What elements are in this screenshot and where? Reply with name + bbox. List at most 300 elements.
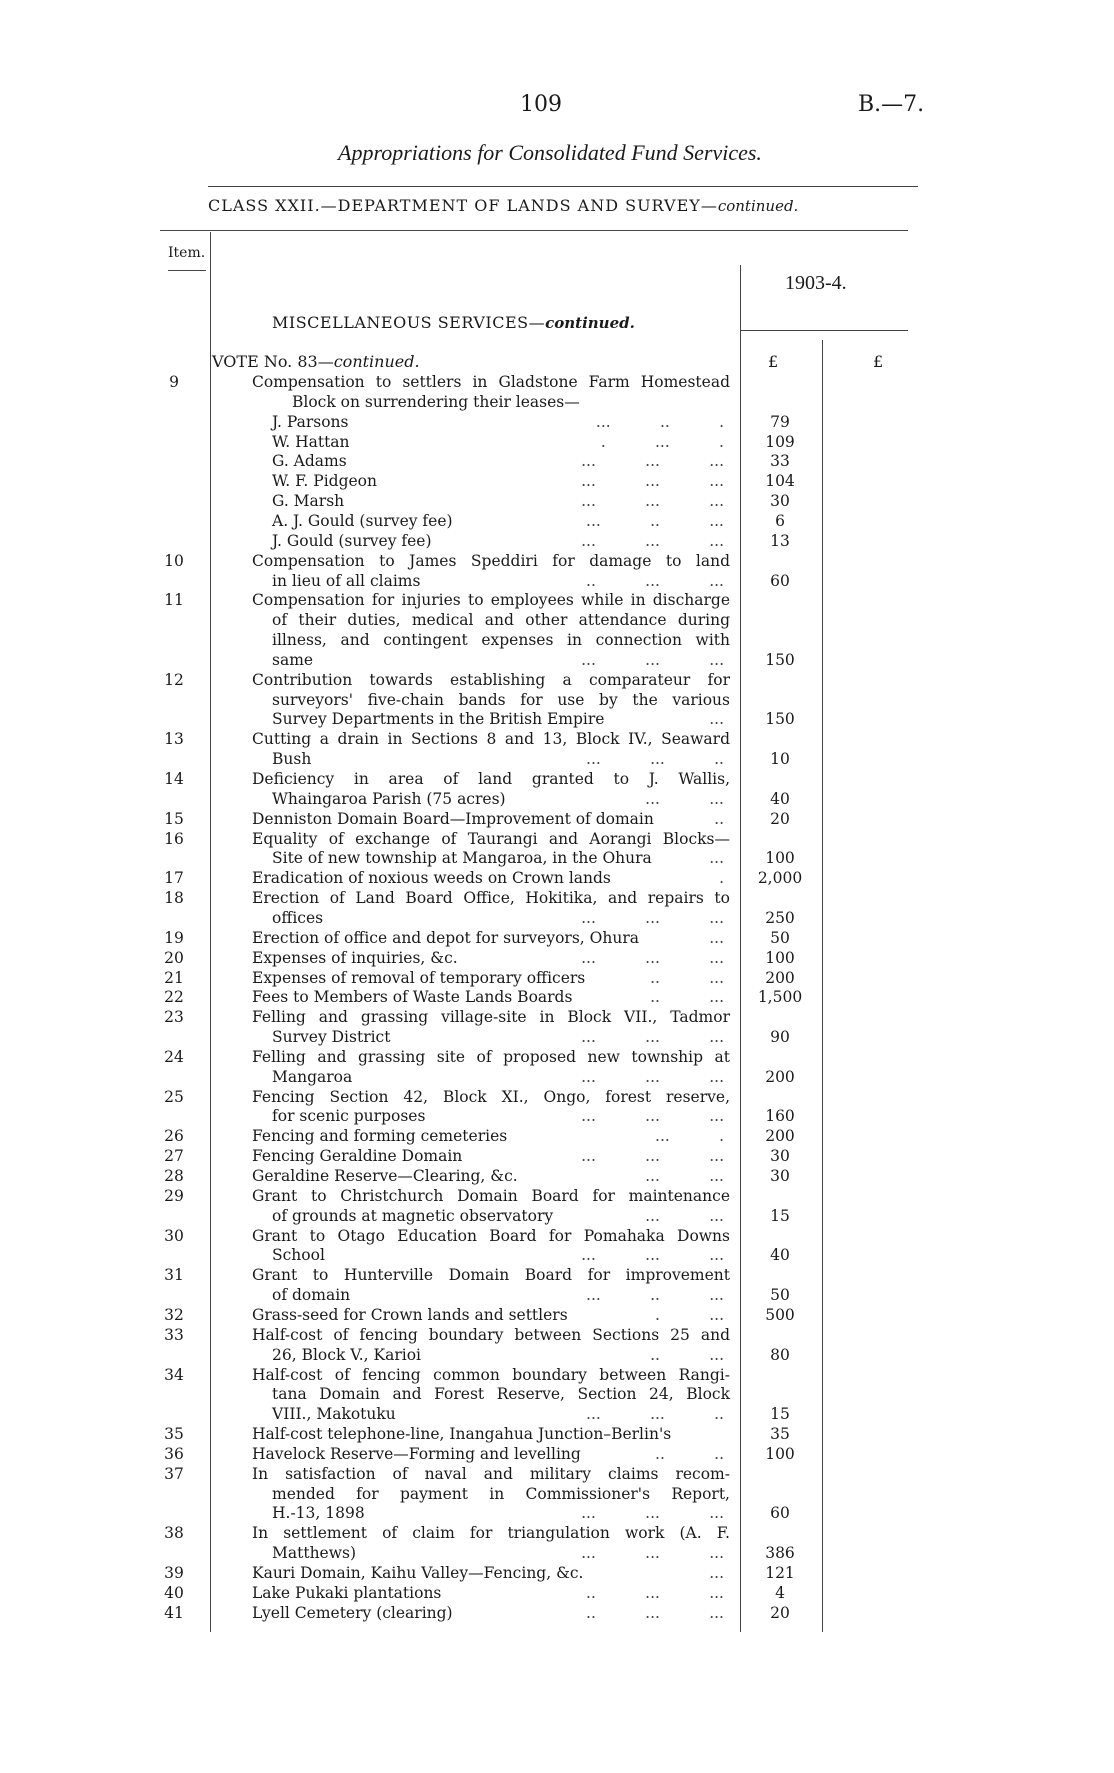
item-description	[252, 1146, 730, 1166]
item-description	[252, 968, 730, 988]
item-amount: 80	[770, 1345, 790, 1364]
item-description-text: Survey District	[272, 1028, 391, 1047]
table-row	[0, 1206, 1114, 1226]
item-description	[272, 1345, 730, 1365]
item-description	[252, 888, 730, 908]
item-number: 15	[164, 809, 184, 828]
year-column-header: 1903-4.	[785, 272, 847, 294]
title-rule	[208, 186, 918, 187]
item-number: 37	[164, 1464, 184, 1483]
table-row	[0, 412, 1114, 432]
item-description-text: In settlement of claim for triangulation work (A. F.	[252, 1524, 730, 1543]
item-description-text: surveyors' five-chain bands for use by the various	[272, 690, 730, 709]
item-number: 20	[164, 948, 184, 967]
item-number: 34	[164, 1365, 184, 1384]
item-description	[272, 789, 730, 809]
item-amount: 1,500	[757, 988, 803, 1007]
dot-leader: ... ...	[645, 789, 724, 808]
item-amount: 33	[770, 452, 790, 471]
table-row	[0, 1285, 1114, 1305]
table-row	[0, 987, 1114, 1007]
item-header-rule	[168, 270, 206, 271]
item-description	[272, 709, 730, 729]
dot-leader: ... ... ...	[581, 492, 724, 511]
item-description	[272, 630, 730, 650]
item-description-text: Site of new township at Mangaroa, in the Ohura	[272, 849, 652, 868]
table-row	[0, 809, 1114, 829]
item-number: 36	[164, 1444, 184, 1463]
item-amount: 10	[770, 750, 790, 769]
item-description	[272, 412, 730, 432]
dot-leader: ... ... ...	[581, 531, 724, 550]
item-description	[252, 372, 730, 392]
item-number: 33	[164, 1325, 184, 1344]
item-description	[252, 769, 730, 789]
item-description-text: Fencing Section 42, Block XI., Ongo, forest reserve,	[252, 1087, 730, 1106]
item-amount: 109	[765, 432, 795, 451]
dot-leader: ... ... ...	[581, 472, 724, 491]
item-number: 17	[164, 869, 184, 888]
table-row	[0, 1424, 1114, 1444]
item-number: 22	[164, 988, 184, 1007]
item-description	[252, 948, 730, 968]
table-row	[0, 1563, 1114, 1583]
table-row	[0, 432, 1114, 452]
table-row	[0, 571, 1114, 591]
section-heading	[272, 313, 635, 332]
item-amount: 4	[775, 1583, 785, 1602]
page-number: 109	[520, 92, 562, 117]
dot-leader: .. ...	[650, 1345, 724, 1364]
table-row	[0, 1146, 1114, 1166]
item-description-text: of grounds at magnetic observatory	[272, 1206, 554, 1225]
dot-leader: ... .. .	[595, 412, 724, 431]
item-amount: 200	[765, 1067, 795, 1086]
item-amount: 50	[770, 1286, 790, 1305]
item-description-text: Compensation to James Speddiri for damage to land	[252, 551, 730, 570]
table-row	[0, 1583, 1114, 1603]
table-row	[0, 650, 1114, 670]
item-description-text: Equality of exchange of Taurangi and Aorangi Blocks—	[252, 829, 730, 848]
item-description	[252, 1305, 730, 1325]
item-description	[272, 1404, 730, 1424]
item-amount: 6	[775, 511, 785, 530]
item-description	[252, 1583, 730, 1603]
item-description	[272, 848, 730, 868]
table-row	[0, 690, 1114, 710]
item-amount: 104	[765, 472, 795, 491]
year-header-rule	[740, 330, 908, 331]
class-heading	[208, 196, 798, 215]
item-description	[252, 1603, 730, 1623]
item-amount: 35	[770, 1425, 790, 1444]
item-description-text: of domain	[272, 1286, 351, 1305]
dot-leader: ... .. ...	[586, 1286, 724, 1305]
item-description-text: Grant to Otago Education Board for Pomahaka Downs	[252, 1226, 730, 1245]
item-number: 25	[164, 1087, 184, 1106]
table-row	[0, 829, 1114, 849]
item-description-text: Expenses of removal of temporary officers	[252, 968, 586, 987]
table-row	[0, 789, 1114, 809]
table-row	[0, 511, 1114, 531]
table-row	[0, 1484, 1114, 1504]
table-row	[0, 372, 1114, 392]
table-row	[0, 1226, 1114, 1246]
item-description-text: School	[272, 1246, 325, 1265]
item-number: 14	[164, 770, 184, 788]
document-reference: B.—7.	[858, 92, 925, 117]
item-description	[252, 590, 730, 610]
item-amount: 79	[770, 412, 790, 431]
item-description-text: Half-cost of fencing common boundary between Rangi-	[252, 1365, 730, 1384]
dot-leader: ... ... ...	[581, 1246, 724, 1265]
item-description-text: Half-cost of fencing boundary between Sections 25 and	[252, 1325, 730, 1344]
item-description-text: Contribution towards establishing a comparateur for	[252, 670, 730, 689]
item-number: 21	[164, 968, 184, 987]
item-amount: 40	[770, 789, 790, 808]
item-description-text: Grant to Christchurch Domain Board for maintenance	[252, 1186, 730, 1205]
item-number: 11	[164, 591, 184, 610]
class-heading-continued: continued.	[717, 197, 799, 215]
item-description	[272, 1206, 730, 1226]
item-description	[272, 1384, 730, 1404]
item-amount: 30	[770, 1147, 790, 1166]
page-title: Appropriations for Consolidated Fund Services.	[338, 140, 762, 165]
table-row	[0, 392, 1114, 412]
table-row	[0, 610, 1114, 630]
dot-leader: .. ...	[650, 988, 724, 1007]
item-description	[272, 1027, 730, 1047]
item-description	[272, 571, 730, 591]
dot-leader: ... ...	[645, 1206, 724, 1225]
item-description-text: Half-cost telephone-line, Inangahua Junction–Berlin's	[252, 1425, 672, 1444]
item-description-text: Grass-seed for Crown lands and settlers	[252, 1305, 568, 1324]
table-row	[0, 1305, 1114, 1325]
item-amount: 20	[770, 809, 790, 828]
item-description	[252, 1007, 730, 1027]
item-description-text: W. Hattan	[272, 432, 350, 451]
item-description-text: of their duties, medical and other attendance during	[272, 611, 730, 630]
item-amount: 100	[765, 948, 795, 967]
item-description-text: Whaingaroa Parish (75 acres)	[272, 789, 506, 808]
table-row	[0, 1503, 1114, 1523]
table-row	[0, 451, 1114, 471]
table-row	[0, 630, 1114, 650]
dot-leader: ... ... ...	[581, 1504, 724, 1523]
dot-leader: ... ... ..	[586, 1405, 724, 1424]
item-description-text: Deficiency in area of land granted to J. Wallis,	[252, 770, 730, 788]
item-amount: 30	[770, 492, 790, 511]
item-description-text: A. J. Gould (survey fee)	[272, 511, 453, 530]
item-amount: 60	[770, 571, 790, 590]
table-row	[0, 1384, 1114, 1404]
item-description-text: Felling and grassing site of proposed new township at	[252, 1047, 730, 1066]
table-row	[0, 590, 1114, 610]
table-row	[0, 749, 1114, 769]
dot-leader: ...	[709, 1564, 724, 1582]
table-row	[0, 1404, 1114, 1424]
table-row	[0, 868, 1114, 888]
item-description-text: Erection of office and depot for surveyors, Ohura	[252, 928, 639, 947]
dot-leader: ... ... ...	[581, 1107, 724, 1126]
item-description-text: W. F. Pidgeon	[272, 472, 377, 491]
table-row	[0, 1027, 1114, 1047]
item-number: 16	[164, 829, 184, 848]
class-heading-text: CLASS XXII.—DEPARTMENT OF LANDS AND SURVEY—	[208, 196, 718, 215]
item-amount: 100	[765, 849, 795, 868]
dot-leader: ... ... ...	[581, 650, 724, 669]
item-description-text: Denniston Domain Board—Improvement of domain	[252, 809, 654, 828]
item-description-text: Survey Departments in the British Empire	[272, 710, 605, 729]
item-number: 19	[164, 928, 184, 947]
table-row	[0, 1007, 1114, 1027]
section-heading-continued: continued.	[545, 314, 635, 332]
table-row	[0, 1325, 1114, 1345]
item-number: 31	[164, 1266, 184, 1285]
dot-leader: ... ... ...	[581, 452, 724, 471]
item-description	[272, 491, 730, 511]
item-description	[252, 1424, 730, 1444]
item-description-text: Cutting a drain in Sections 8 and 13, Block IV., Seaward	[252, 730, 730, 749]
dot-leader: .. ..	[655, 1444, 724, 1463]
table-row	[0, 1126, 1114, 1146]
item-description-text: J. Parsons	[272, 412, 349, 431]
table-row	[0, 1166, 1114, 1186]
table-row	[0, 709, 1114, 729]
item-description-text: in lieu of all claims	[272, 571, 421, 590]
item-description-text: Eradication of noxious weeds on Crown lands	[252, 869, 611, 888]
item-description	[252, 551, 730, 571]
item-description-text: for scenic purposes	[272, 1107, 426, 1126]
table-row	[0, 1067, 1114, 1087]
item-amount: 30	[770, 1167, 790, 1185]
item-description-text: In satisfaction of naval and military claims recom-	[252, 1464, 730, 1483]
item-amount: 15	[770, 1405, 790, 1424]
table-row	[0, 948, 1114, 968]
item-description	[252, 1186, 730, 1206]
item-description-text: Geraldine Reserve—Clearing, &c.	[252, 1167, 518, 1185]
item-description-text: tana Domain and Forest Reserve, Section 24, Block	[272, 1385, 730, 1404]
item-description-text: 26, Block V., Karioi	[272, 1345, 421, 1364]
item-description-text: same	[272, 650, 314, 669]
item-description	[272, 610, 730, 630]
item-description-text: Felling and grassing village-site in Block VII., Tadmor	[252, 1008, 730, 1027]
item-description	[252, 928, 730, 948]
item-description	[252, 1563, 730, 1583]
table-row	[0, 888, 1114, 908]
item-description-text: G. Marsh	[272, 492, 345, 511]
item-description-text: illness, and contingent expenses in connection with	[272, 631, 730, 650]
item-amount: 200	[765, 1127, 795, 1146]
item-description-text: VIII., Makotuku	[272, 1405, 396, 1424]
pound-sign-subtotal: £	[768, 352, 779, 371]
item-description-text: Fencing Geraldine Domain	[252, 1147, 463, 1166]
dot-leader: ... ... ..	[586, 750, 724, 769]
item-number: 39	[164, 1564, 184, 1582]
item-amount: 386	[765, 1544, 795, 1563]
dot-leader: ...	[709, 849, 724, 868]
item-description-text: H.-13, 1898	[272, 1504, 365, 1523]
item-number: 13	[164, 730, 184, 749]
table-row	[0, 1345, 1114, 1365]
dot-leader: ... ... ...	[581, 1067, 724, 1086]
table-row	[0, 729, 1114, 749]
vote-label-text: VOTE No. 83—	[212, 352, 334, 371]
item-number: 24	[164, 1047, 184, 1066]
dot-leader: ... ...	[645, 1167, 724, 1185]
item-description	[252, 1265, 730, 1285]
item-number: 40	[164, 1583, 184, 1602]
item-description	[272, 471, 730, 491]
item-description-text: Lyell Cemetery (clearing)	[252, 1603, 453, 1622]
table-row	[0, 491, 1114, 511]
item-description	[252, 1087, 730, 1107]
vote-label-continued: continued.	[333, 352, 420, 371]
dot-leader: ... ... ...	[581, 1147, 724, 1166]
item-description-text: Block on surrendering their leases—	[292, 392, 580, 411]
item-number: 30	[164, 1226, 184, 1245]
item-description-text: Bush	[272, 750, 312, 769]
dot-leader: .. ... ...	[586, 1603, 724, 1622]
item-amount: 150	[765, 710, 795, 729]
vote-label	[212, 352, 420, 371]
item-number: 35	[164, 1425, 184, 1444]
table-row	[0, 531, 1114, 551]
table-row	[0, 848, 1114, 868]
item-description-text: Expenses of inquiries, &c.	[252, 948, 458, 967]
item-amount: 250	[765, 908, 795, 927]
item-description	[252, 868, 730, 888]
item-description-text: Erection of Land Board Office, Hokitika, and repairs to	[252, 889, 730, 908]
dot-leader: . ...	[655, 1305, 724, 1324]
item-number: 27	[164, 1147, 184, 1166]
item-description-text: mended for payment in Commissioner's Report,	[272, 1484, 730, 1503]
item-description	[252, 987, 730, 1007]
item-number: 32	[164, 1305, 184, 1324]
pound-sign-total: £	[873, 352, 884, 371]
item-number: 23	[164, 1008, 184, 1027]
item-description	[272, 1245, 730, 1265]
item-description-text: J. Gould (survey fee)	[272, 531, 432, 550]
item-amount: 2,000	[757, 869, 803, 888]
item-amount: 20	[770, 1603, 790, 1622]
item-description-text: Compensation for injuries to employees while in discharge	[252, 591, 730, 610]
item-amount: 60	[770, 1504, 790, 1523]
item-description	[252, 829, 730, 849]
item-description	[252, 1464, 730, 1484]
item-description	[272, 1543, 730, 1563]
item-amount: 100	[765, 1444, 795, 1463]
table-row	[0, 670, 1114, 690]
item-description	[252, 809, 730, 829]
dot-leader: ... .. ...	[586, 511, 724, 530]
item-description	[272, 650, 730, 670]
item-number: 18	[164, 889, 184, 908]
item-description	[272, 432, 730, 452]
item-description-text: G. Adams	[272, 452, 347, 471]
table-row	[0, 1265, 1114, 1285]
item-description-text: Havelock Reserve—Forming and levelling	[252, 1444, 581, 1463]
dot-leader: ...	[709, 710, 724, 729]
item-description	[272, 1106, 730, 1126]
table-row	[0, 769, 1114, 789]
item-description-text: Compensation to settlers in Gladstone Farm Homestead	[252, 373, 730, 391]
table-row	[0, 471, 1114, 491]
item-description-text: Kauri Domain, Kaihu Valley—Fencing, &c.	[252, 1564, 584, 1582]
item-description-text: Fees to Members of Waste Lands Boards	[252, 988, 573, 1007]
table-row	[0, 1245, 1114, 1265]
item-number: 29	[164, 1186, 184, 1205]
item-description	[272, 1484, 730, 1504]
item-description	[252, 670, 730, 690]
item-description	[252, 729, 730, 749]
table-row	[0, 1186, 1114, 1206]
item-description	[272, 908, 730, 928]
item-description	[252, 1226, 730, 1246]
item-description	[252, 1166, 730, 1186]
item-number: 28	[164, 1167, 184, 1185]
table-row	[0, 1047, 1114, 1067]
item-amount: 13	[770, 531, 790, 550]
dot-leader: .. ... ...	[586, 1583, 724, 1602]
dot-leader: . ... .	[600, 432, 724, 451]
dot-leader: .. ...	[650, 968, 724, 987]
item-description	[272, 1503, 730, 1523]
item-number: 26	[164, 1127, 184, 1146]
item-description-text: Matthews)	[272, 1544, 356, 1563]
dot-leader: ... ... ...	[581, 908, 724, 927]
item-amount: 150	[765, 650, 795, 669]
dot-leader: ... ... ...	[581, 1544, 724, 1563]
dot-leader: ... ... ...	[581, 948, 724, 967]
item-description-text: Mangaroa	[272, 1067, 353, 1086]
item-description-text: Fencing and forming cemeteries	[252, 1127, 508, 1146]
item-description	[252, 1523, 730, 1543]
table-row	[0, 1543, 1114, 1563]
dot-leader: ... ... ...	[581, 1028, 724, 1047]
item-amount: 50	[770, 928, 790, 947]
item-description	[272, 451, 730, 471]
dot-leader: .. ... ...	[586, 571, 724, 590]
item-description	[252, 1325, 730, 1345]
item-description	[272, 531, 730, 551]
item-description	[272, 749, 730, 769]
item-number: 12	[164, 670, 184, 689]
item-number: 10	[164, 551, 184, 570]
item-amount: 40	[770, 1246, 790, 1265]
item-description-text: offices	[272, 908, 324, 927]
dot-leader: .	[719, 869, 724, 888]
item-number: 9	[169, 373, 179, 391]
dot-leader: ... .	[655, 1127, 724, 1146]
item-amount: 90	[770, 1028, 790, 1047]
table-row	[0, 968, 1114, 988]
table-row	[0, 928, 1114, 948]
item-description	[252, 1365, 730, 1385]
class-rule	[160, 230, 908, 231]
item-description-text: Grant to Hunterville Domain Board for improvement	[252, 1266, 730, 1285]
item-description	[252, 1126, 730, 1146]
item-amount: 15	[770, 1206, 790, 1225]
item-amount: 160	[765, 1107, 795, 1126]
table-row	[0, 1106, 1114, 1126]
item-amount: 500	[765, 1305, 795, 1324]
table-row	[0, 1087, 1114, 1107]
item-description	[292, 392, 730, 412]
table-row	[0, 1523, 1114, 1543]
table-row	[0, 1444, 1114, 1464]
item-description-text: Lake Pukaki plantations	[252, 1583, 442, 1602]
